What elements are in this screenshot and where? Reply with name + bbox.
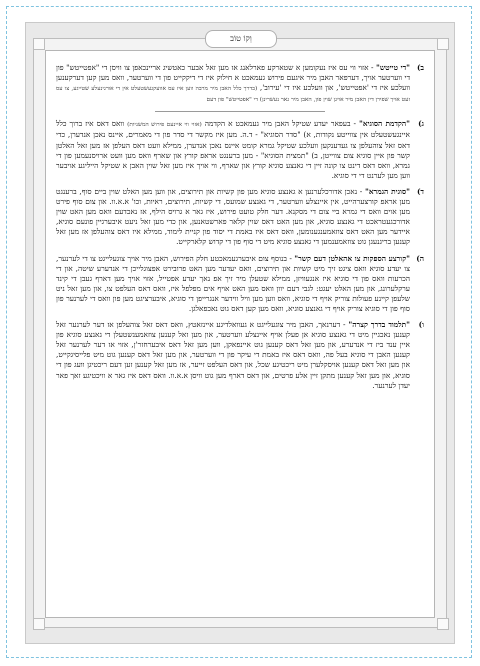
- section-heading: "הקדמת הסוגיא": [358, 119, 410, 129]
- document-page: [45, 50, 435, 618]
- section-body: [56, 254, 410, 315]
- section-heading: "די טייטש": [376, 63, 410, 72]
- section-marker: ב): [416, 63, 424, 72]
- section-body: [56, 320, 410, 391]
- section-text: - דערנאך, האבן מיר צוגעלייגט א געוואלדיגע איינזאטץ, וואס דאס זאל צוהעלפן אז דער לערנער זאל קענען נאכגיין מיט די גאנצע סוגיא אן פעלן אויף איינצלע ווערטער, און מען זאל קענען צוזאמענשטעלן די גאנצע סוגיא פון איין ענד ביז די אנדערע, און מען זאל דאס קענען גוט איינפאקן, ווען מען זאל דאס איבערחזר'ן, אזוי אז דער לערנער זאל קענען האבן די סוגיא בעל פה, וואס דאס איז באמת די עיקר פון די ווערטער, און מען זאל דאס קענען גוט מיט פלייסיגקייט, און מען זאל דאס קענען אויסקלערן מיט ריכטיגע שכל, און דאס העלפט זייער, אז מען זאל קענען זען דעם ריכטיגן וועג פון די סוגיא, און מען זאל קענען מתקן זיין אלע פרטים, און דאס דארף מען גוט וויסן א.א.וו. וואס דאס איז גאר א וויכטיגע זאך פאר יעדן לערנער.: [56, 320, 410, 390]
- section-g: [56, 119, 424, 181]
- frame-corner-ornament: [437, 618, 449, 630]
- section-body: [56, 187, 410, 248]
- section-heading: "קורצע הספקות צו אהאלטן דעם קשר": [294, 253, 411, 263]
- section-text: - בעפאר יעדע שטיקל האבן מיר געמאכט א הקדמה: [201, 119, 359, 129]
- section-text: - נאכן אדורכלערנען א גאנצע סוגיא מען פון קשיות און תירוצים, און ווען מען האלט שוין ביים סוף, ברענגט מען אראפ קורצערהייט, אין איינצלע ווערטער, די גאנצע שמועס, די קשיות, תירוצים, ראיות, וכו' א.א.וו. און צום סוף פירט מען אוים וואס די גמרא ביי צום די מסקנא. דער חלק טועט פירוש, איז גאר א גרויס הילף, אז נאכדעם וואס מען האט שוין אדורכגעטראכט די גאנצע סוגיא, און מען האט דאס שוין קלאר פארשטאנען, און כדי מען זאל ניעט איבערגיין פונעם סוגיא, איידער מען האט דאס צוזאמענגענומען, וואס דאס איז באמת די יסוד פון קניית לימוד, ממילא איז דאס צוהעלפן אז מען זאל קענען בריגנעגן גוט צוזאמענמען די גאנצע סוגיא מיט די סוף פון די קדוש קלארקייט.: [56, 186, 410, 247]
- section-text: - בנוסף צום איבערגעמאכטע חלק הפירוש, האבן מיר אויך צוגעלייגט צו די לערנער, צו יעדע סוגיא וואס ציגט זיך מיט קשיות און תירוצים, וואס יעדער מען האט פרובירט אפצוגלייכן די אנדערע שיטה, און די הכרעות וואס פון די סוגיא איז אנגעוויזן, ממילא שטעלן מיר זיך אפ נאך יעדע אפטייל, אזוי אויך מען דארף געבן די קינד ערקלערונג, און מען האלט יעגט: לגבי דעם יוון וואס מען האט אויף אים מפלפל איז, וואס דאס העלפט צו, און מען זאל ניט שלעפן קיינע פעולות צוריק אויף די סוגיא, וואס ווען מען וויל ווידער אנגרייפן די סוגיא, איבערציגט מען פון וואס די לערנער פון סוף פון די סוגיא צוריק אויף די גאנצע סוגיא, וואס מען קען דאס גוט נאכפאלגן.: [56, 253, 410, 313]
- section-body: [56, 119, 410, 181]
- section-body: [56, 63, 410, 105]
- frame-corner-ornament: [33, 38, 45, 50]
- page-title: וְקוֹ טוֹב: [205, 30, 277, 48]
- section-marker: ו): [418, 320, 424, 330]
- section-marker: ה): [416, 253, 424, 263]
- section-marker: ג): [418, 119, 424, 129]
- section-v: [56, 320, 424, 391]
- section-b: [56, 63, 424, 105]
- section-h: [56, 254, 424, 315]
- section-note: (בדרך כלל האבן מיר מרבה ווען איז עס אוועקגעשטעלט אין די אורגינעלע שטייגע, צו עס זעט אויך שפירן דין האבן מיר אויגן שוין פון, האבן מיר גאר נעשרינן) די "אפטייטש" פון דעם: [56, 86, 410, 104]
- section-marker: ד): [416, 186, 424, 196]
- section-divider: [155, 111, 325, 112]
- frame-corner-ornament: [437, 38, 449, 50]
- section-text-continued: וואס דאס איז ברוך כלל איינגעשטעלט אין צווייטע נקודות, א) "סדר הסוגיא" - ד.ה. מען איז מקשר די סדר פון די מאמרים, איינס נאכן אנדערן, כדי דאס זאל צוהעלפן צו געדענקען וועלכע שטיקל גמרא קומט איינס נאכן אנדערן, ממילא וועט דאס העלפן אז מען זאל האלטן קשר פון איין סוגיא צום צווייטן, ב) "תמצית הסוגיא" - מען ברענגט אראפ קורץ און שארף וואס מען וועט ארויסנעמען פון די גמרא, וואס דאס דינט צו קונה זיין די גאנצע סוגיא קורץ און שארף, ווי אויך איז מען זאל שוין האבן א שטיקל הייליגע אויבער ווען מען לערנט די די סוגיא.: [56, 119, 410, 180]
- section-d: [56, 187, 424, 248]
- frame-corner-ornament: [33, 618, 45, 630]
- section-text: - אזוי ווי עס איז נעקומען א שטארקע פארלאנג אז מען זאל אבער כאטשיג אריינכאפן צו וויסן די "אפטייטש" פון די ווערטער אויך, דערפאר האבן מיר איגעם פירוש געמאכט א חילוק איז די דיקקייט פון די ווערטער, וואס מען קען דערקענען וועלכע איז די 'אפטייטש', און וועלכע איז די 'עירוב',: [56, 63, 410, 93]
- section-heading: "תלמוד בדרך קצרה": [348, 320, 410, 330]
- section-heading: "סוגית הגמרא": [364, 186, 411, 196]
- section-note: (אזוי ווי איינעם פירוש המשניות): [127, 122, 202, 129]
